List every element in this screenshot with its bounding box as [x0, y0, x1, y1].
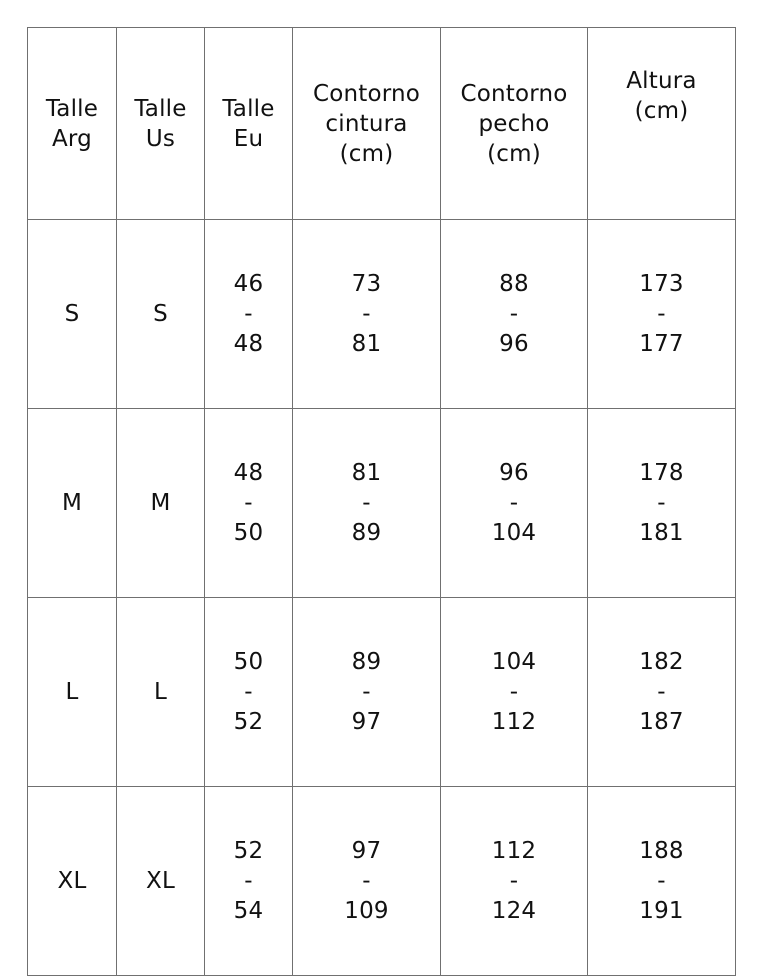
range-max: 89 [351, 520, 382, 546]
header-line: Talle [134, 95, 187, 122]
cell-altura [588, 409, 736, 598]
range-separator: - [362, 679, 371, 705]
header-line: Talle [222, 95, 275, 122]
range-separator: - [362, 301, 371, 327]
cell-contorno-pecho [441, 220, 588, 409]
range-min: 88 [499, 271, 529, 297]
range-max: 124 [491, 898, 537, 924]
cell-talle-us: L [117, 598, 205, 787]
range-min: 46 [233, 271, 264, 297]
range-max: 48 [233, 331, 264, 357]
range-max: 109 [344, 898, 389, 924]
range-min: 81 [351, 460, 382, 486]
header-talle-us [117, 28, 205, 220]
range-min: 178 [639, 460, 684, 486]
range-min: 182 [639, 649, 684, 675]
header-line: Eu [233, 125, 264, 152]
header-line: (cm) [487, 140, 541, 167]
range-max: 50 [233, 520, 264, 546]
cell-contorno-pecho [441, 598, 588, 787]
cell-contorno-cintura [293, 598, 441, 787]
range-min: 173 [639, 271, 684, 297]
range-separator: - [362, 490, 371, 516]
header-line: Arg [52, 125, 92, 152]
range-max: 52 [233, 709, 264, 735]
cell-contorno-cintura [293, 409, 441, 598]
table-row [28, 220, 736, 409]
header-line: cintura [325, 110, 408, 137]
header-row [28, 28, 736, 220]
header-line: Altura [626, 68, 697, 94]
range-min: 52 [233, 838, 264, 864]
cell-talle-arg: L [28, 598, 117, 787]
range-max: 81 [351, 331, 382, 357]
range-min: 73 [351, 271, 382, 297]
table-header [28, 28, 736, 220]
cell-talle-arg: S [28, 220, 117, 409]
range-separator: - [509, 301, 519, 327]
cell-contorno-pecho [441, 787, 588, 976]
range-separator: - [509, 868, 519, 894]
cell-talle-eu [205, 220, 293, 409]
range-max: 104 [491, 520, 537, 546]
range-separator: - [244, 679, 253, 705]
header-line: (cm) [634, 98, 689, 124]
range-max: 112 [491, 709, 537, 735]
range-separator: - [244, 868, 253, 894]
range-max: 54 [233, 898, 264, 924]
header-contorno-cintura [293, 28, 441, 220]
range-max: 181 [639, 520, 684, 546]
cell-contorno-cintura [293, 220, 441, 409]
cell-talle-us: S [117, 220, 205, 409]
cell-altura [588, 787, 736, 976]
header-contorno-pecho [441, 28, 588, 220]
range-max: 96 [499, 331, 529, 357]
cell-altura [588, 220, 736, 409]
header-line: Contorno [312, 80, 421, 107]
cell-talle-us: M [117, 409, 205, 598]
range-separator: - [657, 679, 666, 705]
header-line: Contorno [460, 80, 568, 107]
range-separator: - [657, 868, 666, 894]
cell-talle-eu [205, 787, 293, 976]
header-line: Us [145, 125, 176, 152]
cell-contorno-pecho [441, 409, 588, 598]
range-separator: - [509, 679, 519, 705]
table-row [28, 787, 736, 976]
table-body [28, 220, 736, 976]
range-max: 187 [639, 709, 684, 735]
cell-altura [588, 598, 736, 787]
range-separator: - [657, 490, 666, 516]
table-row [28, 598, 736, 787]
cell-talle-eu [205, 409, 293, 598]
range-separator: - [657, 301, 666, 327]
header-line: pecho [478, 110, 550, 137]
range-min: 97 [351, 838, 382, 864]
cell-talle-arg: XL [28, 787, 117, 976]
header-talle-arg [28, 28, 117, 220]
range-separator: - [362, 868, 371, 894]
range-min: 112 [491, 838, 537, 864]
range-max: 97 [351, 709, 382, 735]
range-max: 177 [639, 331, 684, 357]
range-min: 104 [491, 649, 537, 675]
range-min: 188 [639, 838, 684, 864]
size-chart-table [27, 27, 736, 976]
table-row [28, 409, 736, 598]
cell-talle-us: XL [117, 787, 205, 976]
range-min: 96 [499, 460, 529, 486]
range-separator: - [244, 490, 253, 516]
header-line: Talle [45, 95, 99, 122]
cell-contorno-cintura [293, 787, 441, 976]
range-min: 50 [233, 649, 264, 675]
header-altura [588, 28, 736, 220]
cell-talle-arg: M [28, 409, 117, 598]
range-min: 48 [233, 460, 264, 486]
cell-talle-eu [205, 598, 293, 787]
range-min: 89 [351, 649, 382, 675]
range-max: 191 [639, 898, 684, 924]
header-line: (cm) [339, 140, 394, 167]
range-separator: - [509, 490, 519, 516]
range-separator: - [244, 301, 253, 327]
header-talle-eu [205, 28, 293, 220]
